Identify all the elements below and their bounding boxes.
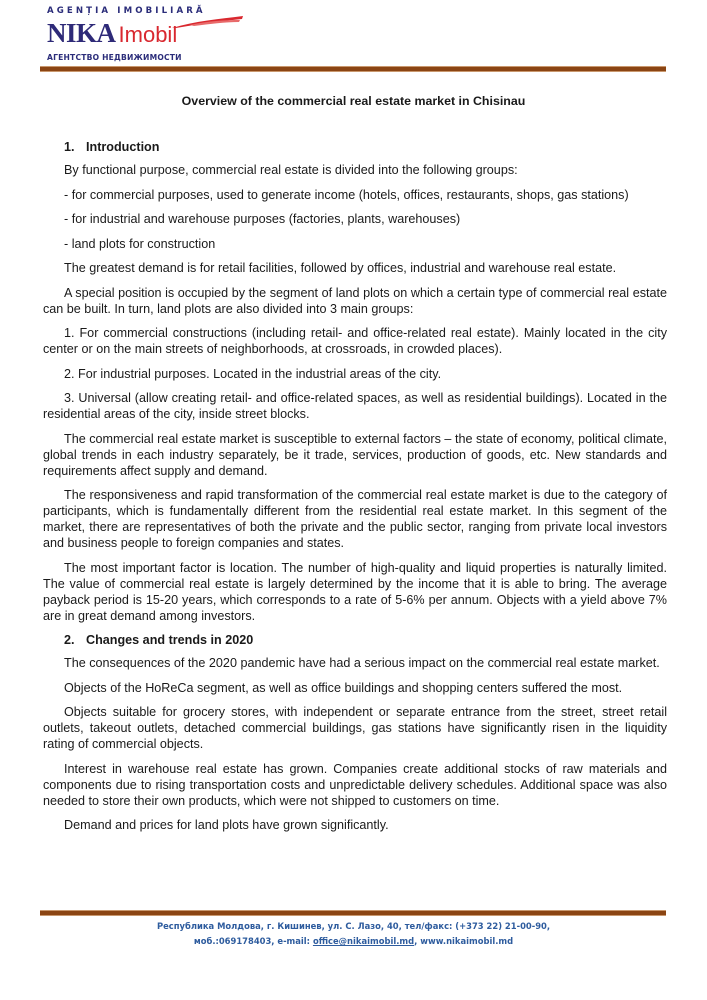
logo-subtitle: АГЕНТСТВО НЕДВИЖИМОСТИ bbox=[47, 53, 182, 62]
list-item: 2. For industrial purposes. Located in the industrial areas of the city. bbox=[64, 366, 442, 381]
website-link[interactable]: www.nikaimobil.md bbox=[420, 936, 514, 946]
paragraph: Objects suitable for grocery stores, with independent or separate entrance from the street, street retail outlets, takeout outlets, detached commercial buildings, gas stations have significantly risen in the liquidity rating of commercial objects. bbox=[43, 705, 667, 751]
paragraph: Demand and prices for land plots have grown significantly. bbox=[64, 818, 389, 832]
footer-contacts bbox=[0, 919, 707, 949]
logo-wordmark bbox=[47, 18, 177, 49]
document-body bbox=[43, 139, 667, 842]
list-item: - for industrial and warehouse purposes (factories, plants, warehouses) bbox=[64, 212, 461, 226]
paragraph: Interest in warehouse real estate has grown. Companies create additional stocks of raw materials and components due to rising transportation costs and unpredictable delivery schedules. Additional space was also needed to store their own products, which were not shipped to customers on time. bbox=[43, 761, 667, 808]
list-item: 3. Universal (allow creating retail- and office-related spaces, as well as residential buildings). Located in the residential areas of the city, inside street blocks. bbox=[43, 391, 667, 421]
email-link[interactable]: office@nikaimobil.md bbox=[312, 936, 415, 946]
paragraph: The consequences of the 2020 pandemic have had a serious impact on the commercial real estate market. bbox=[64, 656, 660, 670]
paragraph: A special position is occupied by the segment of land plots on which a certain type of commercial real estate can be built. In turn, land plots are also divided into 3 main groups: bbox=[43, 285, 667, 316]
footer-address: Республика Молдова, г. Кишинев, ул. С. Лазо, 40, тел/факс: (+373 22) 21-00-90, bbox=[156, 921, 551, 931]
paragraph: By functional purpose, commercial real estate is divided into the following groups: bbox=[64, 163, 518, 177]
section-number: 1. bbox=[64, 140, 75, 154]
paragraph: The responsiveness and rapid transformation of the commercial real estate market is due to the category of participants, which is fundamentally different from the residential real estate market. In this segment of the market, there are representatives of both the private and the public sector, ranging from private local investors and business people to foreign companies and states. bbox=[43, 488, 667, 550]
section-title: Introduction bbox=[86, 140, 160, 154]
logo-brand-secondary: Imobil bbox=[118, 22, 178, 47]
paragraph: The most important factor is location. The number of high-quality and liquid properties is naturally limited. The value of commercial real estate is largely determined by the income that it is able to bring. The average payback period is 15-20 years, which corresponds to a rate of 5-6% per annum. Objects with a yield above 7% are in great demand among investors. bbox=[43, 560, 667, 623]
footer-contact-line bbox=[0, 934, 707, 949]
section-heading-changes-2020 bbox=[64, 632, 667, 648]
logo-brand-main: NIKA bbox=[47, 18, 116, 48]
document-title: Overview of the commercial real estate market in Chisinau bbox=[181, 94, 526, 108]
list-item: 1. For commercial constructions (including retail- and office-related real estate). Mainly located in the city center or on the main streets of neighborhoods, at crossroads, in crowded places). bbox=[43, 326, 667, 356]
separator: , bbox=[414, 936, 421, 946]
section-number: 2. bbox=[64, 633, 75, 647]
swoosh-icon bbox=[170, 15, 245, 29]
footer-divider bbox=[40, 910, 666, 916]
paragraph: Objects of the HoReCa segment, as well as office buildings and shopping centers suffered the most. bbox=[64, 680, 623, 695]
section-heading-introduction bbox=[64, 139, 667, 155]
paragraph: The greatest demand is for retail facilities, followed by offices, industrial and warehouse real estate. bbox=[64, 261, 617, 275]
logo-top-text: AGENȚIA IMOBILIARĂ bbox=[47, 6, 206, 16]
footer-phone: моб.:069178403, e-mail: bbox=[193, 936, 313, 946]
company-logo bbox=[40, 6, 240, 66]
list-item: - for commercial purposes, used to generate income (hotels, offices, restaurants, shops, gas stations) bbox=[64, 187, 629, 202]
header-divider bbox=[40, 66, 666, 72]
section-title: Changes and trends in 2020 bbox=[86, 633, 254, 647]
paragraph: The commercial real estate market is susceptible to external factors – the state of economy, political climate, global trends in each industry separately, be it trade, services, production of goods, etc. New standards and requirements affect supply and demand. bbox=[43, 431, 667, 478]
list-item: - land plots for construction bbox=[64, 236, 216, 251]
